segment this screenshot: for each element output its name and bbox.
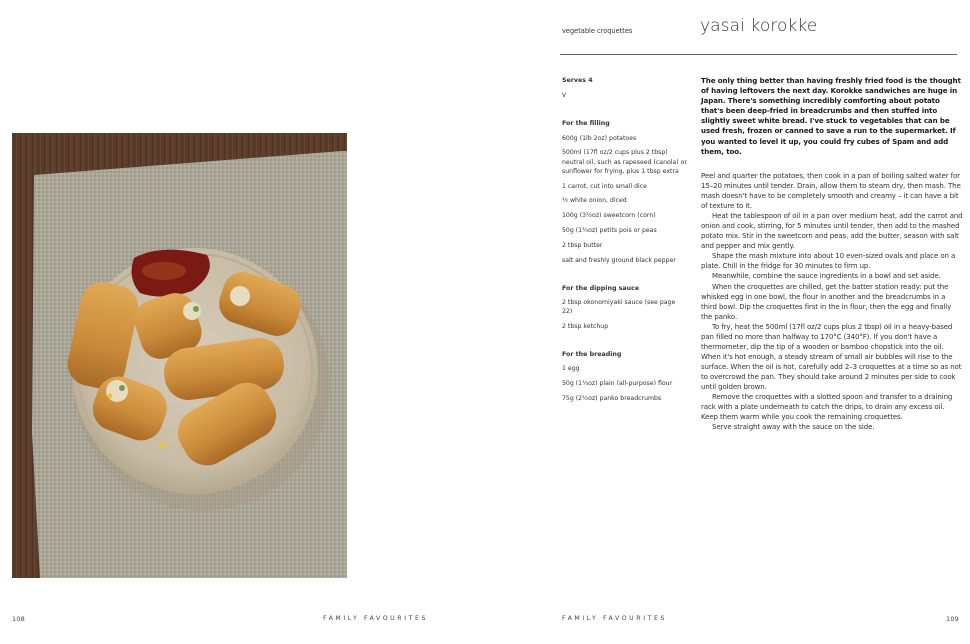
ingredient-section-heading: For the breading [562, 351, 622, 359]
ingredient-item: 2 tbsp ketchup [562, 323, 609, 330]
ingredient-item: 1 carrot, cut into small dice [562, 182, 647, 190]
right-page [485, 0, 970, 644]
header-divider [560, 54, 957, 55]
ingredient-item: salt and freshly ground black pepper [562, 256, 676, 264]
running-head-left: FAMILY FAVOURITES [323, 615, 429, 622]
ingredient-item: 2 tbsp okonomiyaki sauce (see page 22) [562, 299, 676, 316]
ingredient-item: 600g (1lb 2oz) potatoes [562, 134, 637, 142]
ingredient-item: 2 tbsp butter [562, 241, 603, 249]
ingredient-section-heading: For the dipping sauce [562, 284, 640, 292]
method-paragraph: Remove the croquettes with a slotted spoon and transfer to a draining rack with a plate underneath to catch the drips, to drain any excess oil. Keep them warm while you cook the remaining croquettes. [701, 393, 953, 422]
page-number-left: 108 [12, 615, 26, 623]
ingredient-section-heading: For the filling [562, 120, 610, 128]
ingredient-item: 100g (3½oz) sweetcorn (corn) [562, 212, 656, 220]
recipe-title: yasai korokke [700, 16, 818, 36]
ingredient-item: ½ white onion, diced [562, 197, 627, 205]
croquettes-photo [12, 133, 347, 578]
method-paragraph: When the croquettes are chilled, get the batter station ready: put the whisked egg in one bowl, the flour in another and the breadcrumbs in a third bowl. Dip the croquettes first in the in flour, then the egg and finally the panko. [701, 282, 952, 321]
ingredient-item: 50g (1¾oz) plain (all-purpose) flour [562, 380, 673, 388]
vegetarian-tag: V [562, 92, 567, 100]
method-paragraph: Heat the tablespoon of oil in a pan over medium heat, add the carrot and onion and cook, stirring, for 5 minutes until tender, then add to the mashed potato mix. Stir in the sweetcorn and peas, add the butter, season with salt and pepper and mix gently. [701, 212, 963, 251]
ingredient-item: 500ml (17fl oz/2 cups plus 2 tbsp) neutral oil, such as rapeseed (canola) or sunflower for frying, plus 1 tbsp extra [562, 149, 688, 175]
ingredient-item: 50g (1¾oz) petits pois or peas [562, 227, 657, 234]
recipe-intro: The only thing better than having freshly fried food is the thought of having leftovers the next day. Korokke sandwiches are huge in Japan. There's something incredibly comforting about potato that's been deep-fried in breadcrumbs and then stuffed into slightly sweet white bread. I've stuck to vegetables that can be used fresh, frozen or canned to save a run to the supermarket. If you wanted to level it up, you could fry cubes of Spam and add them, too. [701, 76, 961, 156]
serves-label: Serves 4 [562, 77, 593, 84]
ingredient-item: 75g (2½oz) panko breadcrumbs [562, 395, 662, 402]
method-paragraph: Meanwhile, combine the sauce ingredients in a bowl and set aside. [712, 272, 941, 281]
method-paragraph: Shape the mash mixture into about 10 even-sized ovals and place on a plate. Chill in the fridge for 30 minutes to firm up. [701, 252, 956, 271]
running-head-right: FAMILY FAVOURITES [562, 615, 668, 622]
page-number-right: 109 [946, 615, 960, 623]
recipe-subtitle: vegetable croquettes [562, 27, 633, 35]
method-paragraph: Serve straight away with the sauce on the side. [712, 423, 875, 432]
method-paragraph: To fry, heat the 500ml (17fl oz/2 cups plus 2 tbsp) oil in a heavy-based pan filled no more than halfway to 170°C (340°F). If you don't have a thermometer, dip the tip of a wooden or bamboo chopstick into the oil. When it's hot enough, a steady stream of small air bubbles will rise to the surface. When the oil is hot, carefully add 2–3 croquettes at a time so as not to overcrowd the pan. They should take around 2 minutes per side to cook until golden brown. [701, 322, 962, 391]
method-paragraph: Peel and quarter the potatoes, then cook in a pan of boiling salted water for 15–20 minutes until tender. Drain, allow them to steam dry, then mash. The mash doesn't have to be completely smooth and creamy – it can have a bit of texture to it. [701, 172, 961, 211]
ingredient-item: 1 egg [562, 365, 580, 373]
ingredients-list [562, 76, 687, 409]
method-steps [701, 171, 963, 432]
